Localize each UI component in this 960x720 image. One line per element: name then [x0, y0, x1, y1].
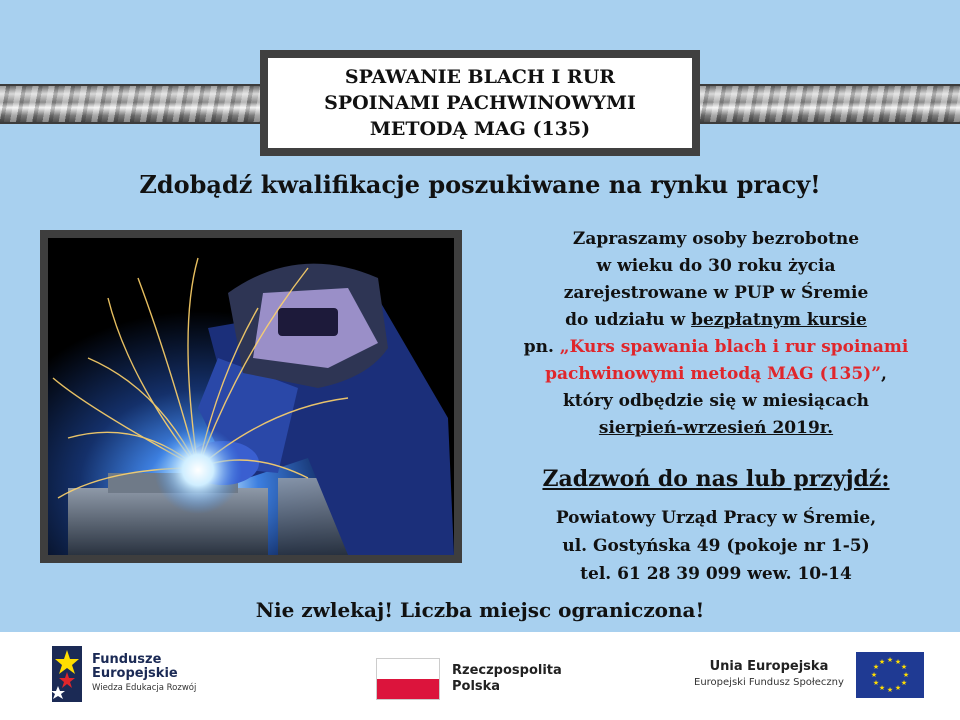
course-dates: sierpień-wrzesień 2019r.: [598, 418, 834, 438]
contact-details: [486, 504, 946, 588]
svg-text:★: ★: [886, 656, 894, 664]
svg-text:★: ★: [878, 684, 886, 692]
info-line: który odbędzie się w miesiącach: [562, 391, 870, 411]
office-address: ul. Gostyńska 49 (pokoje nr 1-5): [562, 536, 870, 556]
course-name: „Kurs spawania blach i rur spoinami: [559, 337, 909, 357]
course-title-box: [260, 50, 700, 156]
headline: Zdobądź kwalifikacje poszukiwane na rynku pracy!: [139, 170, 821, 199]
welder-photo: [40, 230, 462, 563]
polish-flag-icon: [376, 658, 440, 700]
office-phone: tel. 61 28 39 099 wew. 10-14: [580, 564, 852, 584]
rzeczpospolita-polska-logo: Rzeczpospolita Polska: [376, 658, 562, 700]
eu-flag-icon: [856, 652, 924, 698]
info-line: do udziału w bezpłatnym kursie: [565, 310, 867, 330]
course-title-line: SPAWANIE BLACH I RUR: [344, 66, 616, 88]
weld-seam-decoration-left: [0, 84, 260, 124]
svg-text:★: ★: [872, 679, 880, 687]
welder-illustration: [48, 238, 454, 555]
svg-text:★: ★: [902, 671, 910, 679]
course-title-line: SPOINAMI PACHWINOWYMI: [324, 92, 636, 114]
svg-text:★: ★: [870, 671, 878, 679]
svg-text:★: ★: [900, 679, 908, 687]
office-name: Powiatowy Urząd Pracy w Śremie,: [555, 508, 877, 528]
fe-star-icon: [52, 646, 82, 702]
free-course-emphasis: bezpłatnym kursie: [691, 310, 867, 330]
info-line: Zapraszamy osoby bezrobotne: [572, 229, 860, 249]
svg-text:★: ★: [900, 663, 908, 671]
unia-europejska-logo: Unia Europejska Europejski Fundusz Społeczny ★ ★ ★ ★ ★ ★ ★ ★ ★ ★ ★ ★: [694, 652, 924, 698]
svg-text:★: ★: [878, 658, 886, 666]
contact-heading: Zadzwoń do nas lub przyjdź:: [542, 466, 890, 492]
course-title-line: METODĄ MAG (135): [369, 118, 591, 140]
info-line: zarejestrowane w PUP w Śremie: [563, 283, 869, 303]
svg-text:★: ★: [872, 663, 880, 671]
info-line: pn. „Kurs spawania blach i rur spoinami: [523, 337, 909, 357]
course-name-continued: pachwinowymi metodą MAG (135)”: [545, 364, 881, 384]
svg-text:★: ★: [894, 684, 902, 692]
weld-seam-decoration-right: [700, 84, 960, 124]
svg-text:★: ★: [886, 686, 894, 694]
urgency-message: Nie zwlekaj! Liczba miejsc ograniczona!: [255, 598, 705, 622]
svg-text:★: ★: [894, 658, 902, 666]
info-line: w wieku do 30 roku życia: [596, 256, 836, 276]
fundusze-europejskie-logo: Fundusze Europejskie Wiedza Edukacja Rozwój: [52, 646, 196, 702]
info-line: pachwinowymi metodą MAG (135)”,: [545, 364, 887, 384]
funding-logos-bar: [0, 632, 960, 720]
course-invitation: [486, 226, 946, 442]
